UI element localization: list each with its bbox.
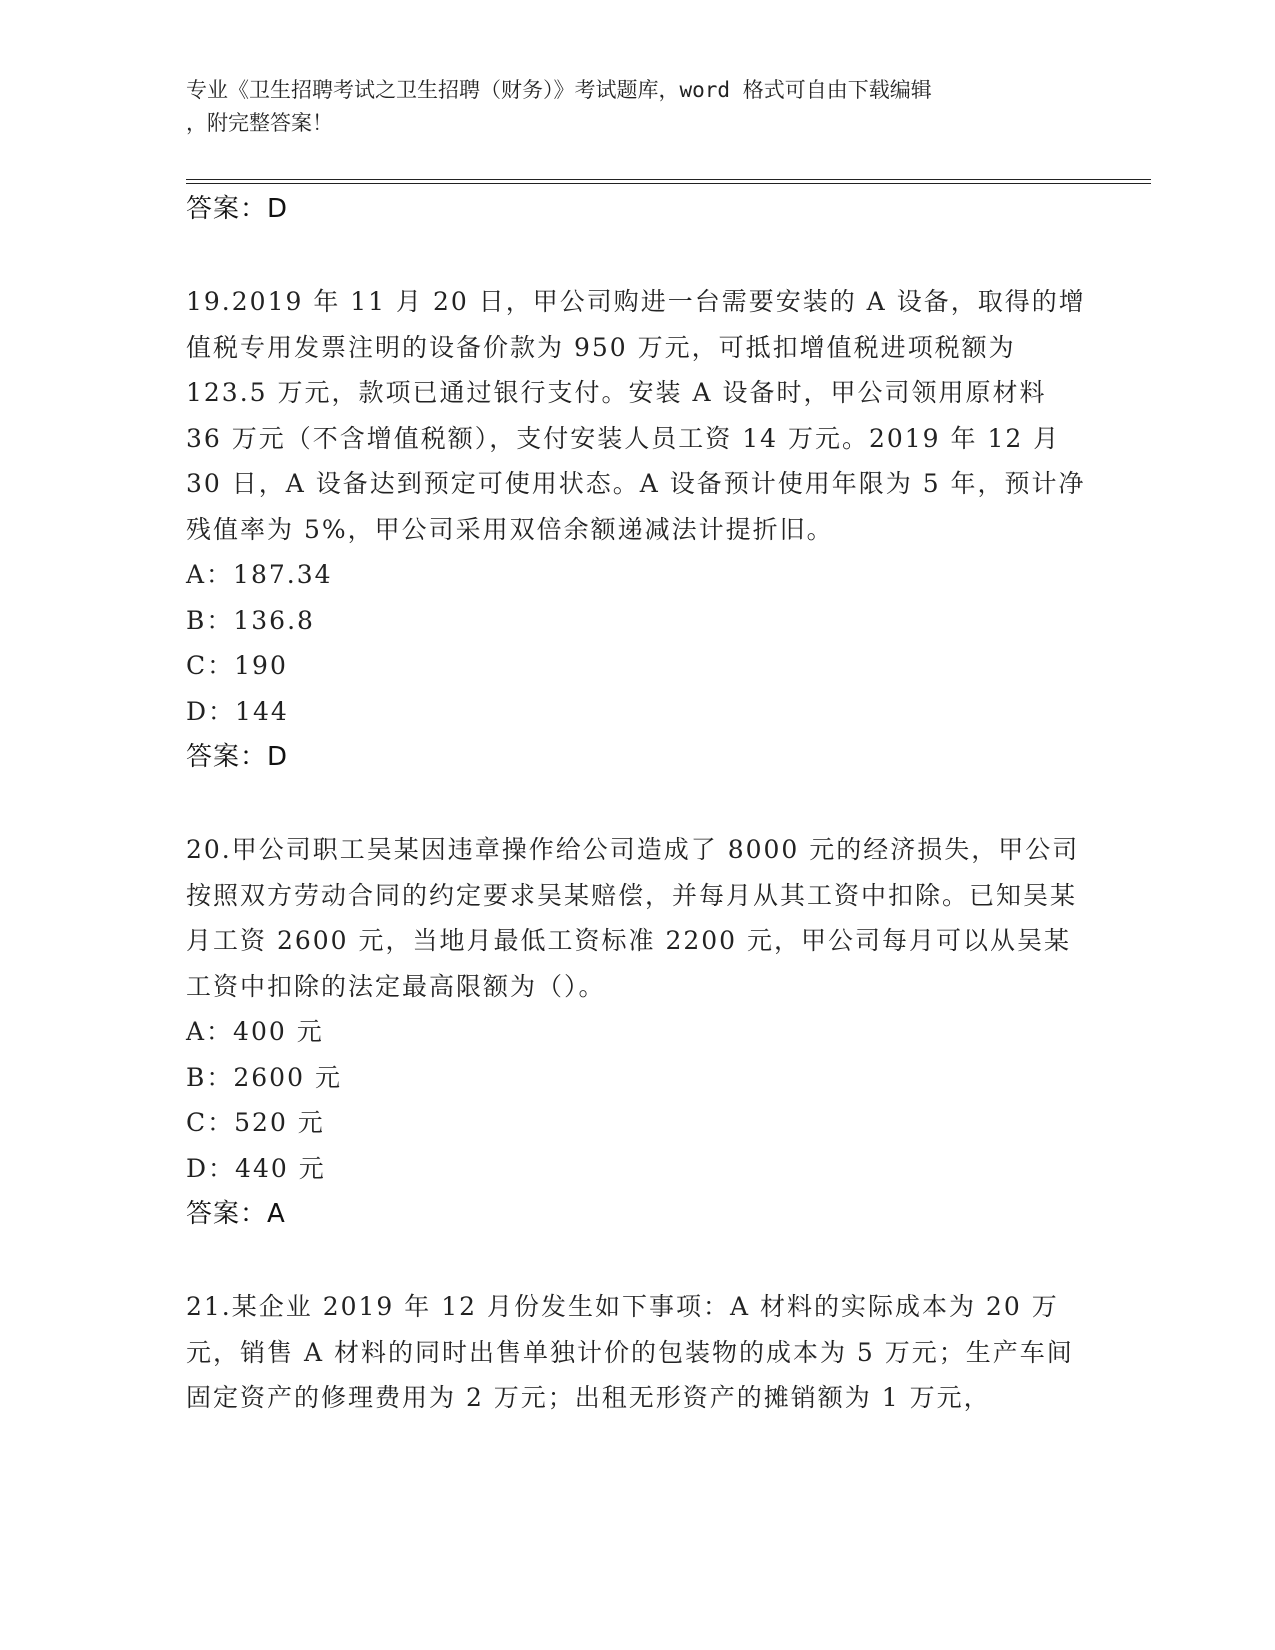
document-body	[186, 186, 1086, 1421]
header-divider-top	[186, 179, 1151, 180]
option-a: A：400 元	[186, 1017, 324, 1046]
question-20	[186, 827, 1086, 1237]
header-line-1: 专业《卫生招聘考试之卫生招聘（财务）》考试题库，word 格式可自由下载编辑	[186, 78, 932, 102]
answer: 答案：A	[186, 1199, 286, 1229]
question-text: 19.2019 年 11 月 20 日，甲公司购进一台需要安装的 A 设备，取得的增值税专用发票注明的设备价款为 950 万元，可抵扣增值税进项税额为 123.5 万元，款项已通过银行支付。安装 A 设备时，甲公司领用原材料 36 万元（不含增值税额），支付安装人员工资 14 万元。2019 年 12 月 30 日，A 设备达到预定可使用状态。A 设备预计使用年限为 5 年，预计净残值率为 5%，甲公司采用双倍余额递减法计提折旧。	[186, 287, 1086, 544]
question-text: 21.某企业 2019 年 12 月份发生如下事项：A 材料的实际成本为 20 万元，销售 A 材料的同时出售单独计价的包装物的成本为 5 万元；生产车间固定资产的修理费用为 2 万元；出租无形资产的摊销额为 1 万元，	[186, 1292, 1074, 1412]
option-c: C：520 元	[186, 1108, 325, 1137]
question-text: 20.甲公司职工吴某因违章操作给公司造成了 8000 元的经济损失，甲公司按照双方劳动合同的约定要求吴某赔偿，并每月从其工资中扣除。已知吴某月工资 2600 元，当地月最低工资标准 2200 元，甲公司每月可以从吴某工资中扣除的法定最高限额为（）。	[186, 835, 1080, 1001]
document-header	[186, 74, 1086, 140]
option-d: D：144	[186, 696, 289, 726]
option-c: C：190	[186, 651, 288, 680]
option-b: B：136.8	[186, 605, 315, 635]
previous-answer: 答案：D	[186, 194, 289, 224]
header-divider-bottom	[186, 183, 1151, 184]
option-b: B：2600 元	[186, 1062, 342, 1092]
option-d: D：440 元	[186, 1153, 326, 1183]
answer: 答案：D	[186, 742, 289, 772]
option-a: A：187.34	[186, 560, 333, 589]
question-19	[186, 279, 1086, 780]
header-line-2: ，附完整答案！	[186, 111, 333, 135]
question-21	[186, 1284, 1086, 1421]
